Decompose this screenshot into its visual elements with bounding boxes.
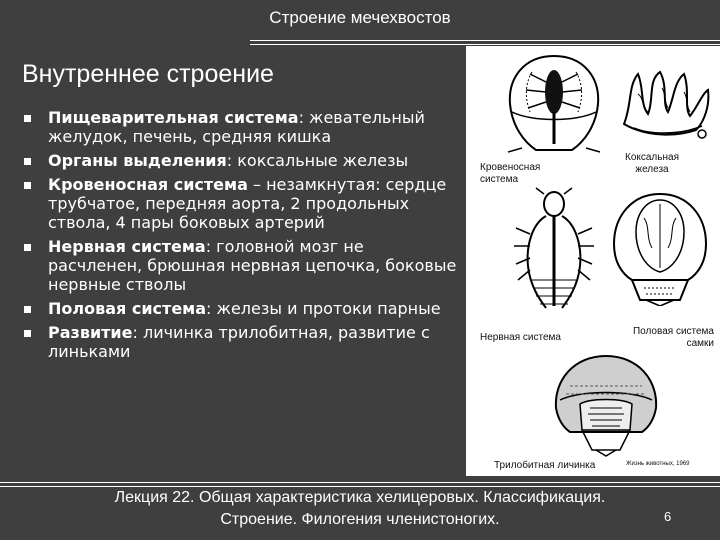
bullet-term: Пищеварительная система (48, 108, 299, 127)
coxal-label-line1: Коксальная (625, 152, 679, 163)
page-number: 6 (664, 509, 672, 524)
bullet-square-icon (24, 182, 31, 189)
bullet-square-icon (24, 330, 31, 337)
section-heading: Внутреннее строение (22, 60, 274, 88)
bullet-term: Развитие (48, 323, 133, 342)
bullet-square-icon (24, 158, 31, 165)
list-item (22, 299, 462, 318)
bullet-text: : жевательный желудок, печень, средняя кишка (48, 108, 425, 146)
circulatory-system-illustration (512, 186, 596, 314)
list-item (22, 175, 462, 232)
nervous-label: Нервная система (480, 332, 561, 343)
title-divider-2 (250, 44, 720, 45)
bullet-term: Половая система (48, 299, 207, 318)
footer-line-1: Лекция 22. Общая характеристика хелицеровых. Классификация. (114, 489, 606, 506)
larva-label: Трилобитная личинка (494, 460, 596, 471)
circulatory-label-line2: система (480, 174, 519, 185)
list-item (22, 151, 462, 170)
bullet-square-icon (24, 244, 31, 251)
circulatory-label-line1: Кровеносная (480, 162, 541, 173)
footer-caption (60, 487, 660, 531)
digestive-system-illustration (502, 52, 606, 154)
reproductive-label-line1: Половая система (632, 326, 714, 337)
title-divider (250, 40, 720, 41)
footer-divider (0, 482, 720, 483)
bullet-list (22, 108, 462, 366)
slide-title: Строение мечехвостов (269, 8, 451, 27)
bullet-text: : железы и протоки парные (206, 299, 441, 318)
figure-panel (466, 46, 720, 476)
list-item (22, 323, 462, 361)
bullet-square-icon (24, 306, 31, 313)
list-item (22, 237, 462, 294)
reproductive-label-line2: самки (686, 338, 714, 349)
bullet-text: – незамкнутая: сердце трубчатое, передняя аорта, 2 продольных ствола, 4 пары боковых артерий (48, 175, 447, 232)
circulatory-label (480, 162, 540, 186)
bullet-square-icon (24, 115, 31, 122)
coxal-label-line2: железа (635, 164, 669, 175)
bullet-text: : головной мозг не расчленен, брюшная нервная цепочка, боковые нервные стволы (48, 237, 457, 294)
coxal-gland-illustration (618, 64, 714, 144)
bullet-text: : коксальные железы (226, 151, 409, 170)
bullet-term: Органы выделения (48, 151, 227, 170)
list-item (22, 108, 462, 146)
reproductive-label (614, 326, 714, 350)
coxal-label (616, 152, 688, 176)
bullet-term: Нервная система (48, 237, 206, 256)
bullet-text: : личинка трилобитная, развитие с линьками (48, 323, 430, 361)
figure-credit: Жизнь животных, 1969 (626, 461, 690, 467)
footer-line-2: Строение. Филогения членистоногих. (220, 511, 500, 528)
trilobite-larva-illustration (550, 350, 662, 458)
reproductive-system-illustration (606, 188, 714, 306)
bullet-term: Кровеносная система (48, 175, 248, 194)
